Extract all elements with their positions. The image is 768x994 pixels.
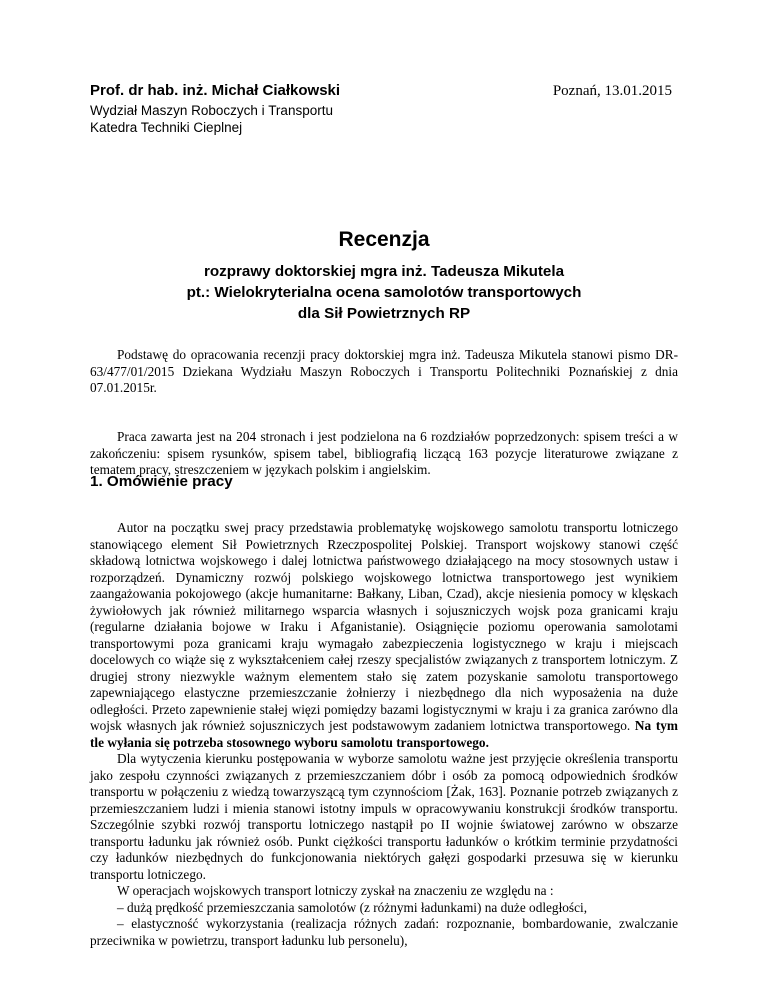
list-item-2: – elastyczność wykorzystania (realizacja różnych zadań: rozpoznanie, bombardowanie, zwalczanie przeciwnika w powietrzu, transport ładunku lub personelu), bbox=[90, 916, 678, 948]
intro-paragraph-1-text: Podstawę do opracowania recenzji pracy doktorskiej mgra inż. Tadeusza Mikutela stanowi pismo DR-63/477/01/2015 Dziekana Wydziału Maszyn Roboczych i Transportu Politechniki Poznańskiej z dnia 07.01.2015r. bbox=[90, 347, 678, 395]
author-name: Prof. dr hab. inż. Michał Ciałkowski bbox=[90, 82, 341, 99]
section-paragraph-3: W operacjach wojskowych transport lotniczy zyskał na znaczeniu ze względu na : bbox=[117, 883, 554, 898]
section-paragraph-1 bbox=[90, 520, 678, 751]
subtitle-line-2: pt.: Wielokryterialna ocena samolotów transportowych bbox=[186, 284, 582, 301]
subtitle-line-3: dla Sił Powietrznych RP bbox=[297, 305, 471, 322]
intro-paragraph-2 bbox=[90, 429, 678, 479]
affiliation-faculty: Wydział Maszyn Roboczych i Transportu bbox=[90, 103, 333, 118]
section-paragraph-1-text: Autor na początku swej pracy przedstawia problematykę wojskowego samolotu transportu lotniczego stanowiącego element Sił Powietrznych Rzeczpospolitej Polskiej. Transport wojskowy stanowi część składową lotnictwa wojskowego i dalej lotnictwa państwowego działającego na mocy stosownych ustaw i rozporządzeń. Dynamiczny rozwój polskiego wojskowego lotnictwa transportowego jest wynikiem zaangażowania pokojowego (akcje humanitarne: Bałkany, Liban, Czad), akcje niesienia pomocy w klęskach żywiołowych jak również militarnego wsparcia własnych i sojuszniczych wojsk poza granicami kraju (regularne działania bojowe w Iraku i Afganistanie). Osiągnięcie poziomu operowania samolotami transportowymi poza granicami kraju wymagało zabezpieczenia logistycznego w kraju i miejscach docelowych co wiąże się z wykształceniem całej rzeszy specjalistów związanych z transportem lotniczym. Z drugiej strony niezwykle ważnym elementem stało się zatem pozyskanie samolotu transportowego zapewniającego elastyczne przemieszczanie żołnierzy i niezbędnego dla nich wyposażenia na duże odległości. Przeto zapewnienie stałej więzi pomiędzy bazami logistycznymi w kraju i za granica zarówno dla wojsk własnych jak również sojuszniczych jest podstawowym zadaniem lotnictwa transportowego. bbox=[90, 520, 678, 733]
affiliation-department: Katedra Techniki Cieplnej bbox=[90, 120, 243, 135]
section-body bbox=[90, 520, 678, 949]
subtitle-line-1: rozprawy doktorskiej mgra inż. Tadeusza Mikutela bbox=[203, 263, 565, 280]
document-title: Recenzja bbox=[338, 228, 430, 251]
intro-paragraph-1 bbox=[90, 347, 678, 397]
list-item-1: – dużą prędkość przemieszczania samolotów (z różnymi ładunkami) na duże odległości, bbox=[117, 899, 588, 915]
place-and-date: Poznań, 13.01.2015 bbox=[552, 83, 672, 99]
section-paragraph-2: Dla wytyczenia kierunku postępowania w wyborze samolotu ważne jest przyjęcie określenia transportu jako zespołu czynności związanych z przemieszczaniem dóbr i osób za pomocą odpowiednich środków transportu w połączeniu z wiedzą towarzyszącą tym czynnościom [Żak, 163]. Poznanie potrzeb związanych z przemieszczaniem ludzi i mienia stanowi istotny impuls w opracowywaniu konstrukcji środków transportu. Szczególnie szybki rozwój transportu lotniczego nastąpił po II wojnie światowej zarówno w obszarze transportu ładunku jak również osób. Punkt ciężkości transportu ładunków o krótkim terminie przydatności czy ładunków niezbędnych do funkcjonowania niektórych gałęzi gospodarki przesuwa się w kierunku transportu lotniczego. bbox=[90, 751, 678, 882]
section-paragraph-1-bold: Na tym tle wyłania się potrzeba stosownego wyboru samolotu transportowego. bbox=[90, 718, 679, 750]
section-heading: 1. Omówienie pracy bbox=[90, 473, 233, 490]
intro-paragraph-2-text: Praca zawarta jest na 204 stronach i jest podzielona na 6 rozdziałów poprzedzonych: spisem treści a w zakończeniu: spisem rysunków, spisem tabel, bibliografią liczącą 163 pozycje literaturowe związane z tematem pracy, streszczeniem w językach polskim i angielskim. bbox=[90, 429, 678, 477]
